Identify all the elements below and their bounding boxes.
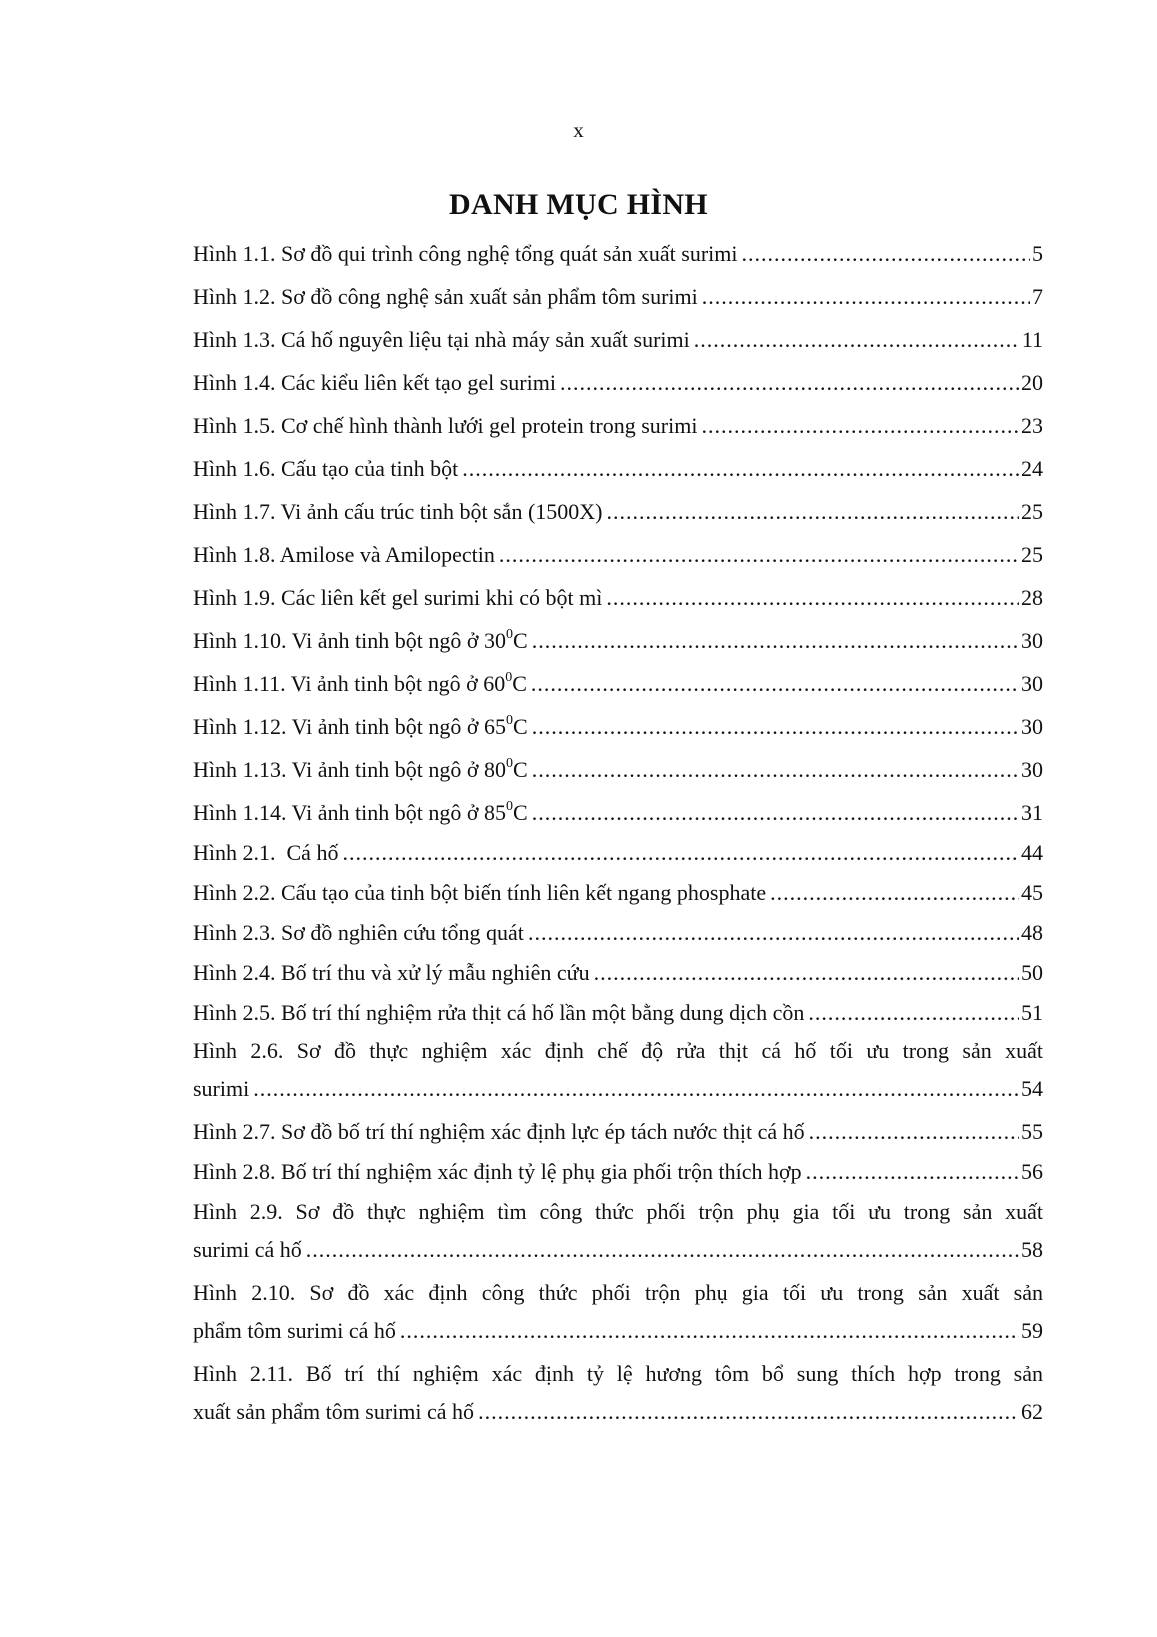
- entry-last-line: [193, 1396, 1043, 1439]
- toc-entry-2-10: [193, 1277, 1043, 1358]
- entry-page: 20: [1021, 370, 1043, 395]
- entry-page: 7: [1032, 284, 1043, 309]
- dot-leader: [808, 997, 1019, 1029]
- entry-label: Hình 1.8. Amilose và Amilopectin: [193, 539, 499, 571]
- entry-label: Hình 1.5. Cơ chế hình thành lưới gel protein trong surimi: [193, 410, 701, 442]
- entry-page: 55: [1021, 1119, 1043, 1144]
- entry-page: 30: [1021, 714, 1043, 739]
- entry-page: 25: [1021, 542, 1043, 567]
- dot-leader: [499, 539, 1019, 571]
- entry-label-line1: Hình 2.6. Sơ đồ thực nghiệm xác định chế độ rửa thịt cá hố tối ưu trong sản xuất: [193, 1038, 1043, 1063]
- dot-leader: [806, 1156, 1019, 1188]
- figure-list: [193, 238, 1043, 1439]
- entry-last-line: [193, 1315, 1043, 1358]
- entry-page: 56: [1021, 1159, 1043, 1184]
- entry-label: Hình 1.3. Cá hố nguyên liệu tại nhà máy sản xuất surimi: [193, 324, 694, 356]
- entry-label: Hình 2.5. Bố trí thí nghiệm rửa thịt cá hố lần một bằng dung dịch cồn: [193, 997, 808, 1029]
- entry-label-line1: Hình 2.9. Sơ đồ thực nghiệm tìm công thức phối trộn phụ gia tối ưu trong sản xuất: [193, 1199, 1043, 1224]
- dot-leader: [694, 324, 1020, 356]
- dot-leader: [253, 1073, 1019, 1116]
- dot-leader: [809, 1116, 1019, 1148]
- toc-entry-1-7: [193, 496, 1043, 539]
- entry-page: 31: [1021, 800, 1043, 825]
- dot-leader: [701, 410, 1019, 442]
- entry-page: 62: [1021, 1399, 1043, 1424]
- entry-label: Hình 2.2. Cấu tạo của tinh bột biến tính liên kết ngang phosphate: [193, 877, 770, 909]
- entry-page: 58: [1021, 1237, 1043, 1262]
- entry-label: Hình 1.11. Vi ảnh tinh bột ngô ở $60^0C$: [193, 668, 531, 700]
- toc-entry-2-11: [193, 1358, 1043, 1439]
- entry-page: 51: [1021, 1000, 1043, 1025]
- entry-page: 45: [1021, 880, 1043, 905]
- entry-label: Hình 2.1. Cá hố: [193, 837, 342, 869]
- entry-label: Hình 2.4. Bố trí thu và xử lý mẫu nghiên cứu: [193, 957, 594, 989]
- entry-page: 5: [1032, 241, 1043, 266]
- toc-entry-1-8: [193, 539, 1043, 582]
- dot-leader: [741, 238, 1030, 270]
- toc-entry-2-1: [193, 837, 1043, 877]
- toc-entry-1-12: [193, 711, 1043, 754]
- toc-entry-2-4: [193, 957, 1043, 997]
- entry-label: Hình 2.3. Sơ đồ nghiên cứu tổng quát: [193, 917, 528, 949]
- toc-entry-1-4: [193, 367, 1043, 410]
- dot-leader: [342, 837, 1019, 869]
- dot-leader: [606, 582, 1019, 614]
- toc-entry-1-11: [193, 668, 1043, 711]
- superscript: 0: [506, 713, 514, 728]
- toc-entry-1-1: [193, 238, 1043, 281]
- toc-entry-1-5: [193, 410, 1043, 453]
- superscript: 0: [505, 670, 513, 685]
- entry-page: 11: [1021, 327, 1043, 352]
- entry-label-line1: Hình 2.10. Sơ đồ xác định công thức phối trộn phụ gia tối ưu trong sản xuất sản: [193, 1280, 1043, 1305]
- entry-label: Hình 1.13. Vi ảnh tinh bột ngô ở $80^0C$: [193, 754, 532, 786]
- page-title: DANH MỤC HÌNH: [449, 188, 708, 221]
- toc-entry-2-5: [193, 997, 1043, 1035]
- entry-page: 59: [1021, 1318, 1043, 1343]
- entry-page: 30: [1021, 671, 1043, 696]
- entry-label: Hình 2.7. Sơ đồ bố trí thí nghiệm xác định lực ép tách nước thịt cá hố: [193, 1116, 809, 1148]
- toc-entry-1-9: [193, 582, 1043, 625]
- dot-leader: [532, 797, 1019, 829]
- page-number: x: [573, 118, 584, 142]
- toc-entry-1-14: [193, 797, 1043, 837]
- entry-label-line2: surimi cá hố: [193, 1234, 306, 1277]
- toc-entry-1-3: [193, 324, 1043, 367]
- dot-leader: [606, 496, 1019, 528]
- entry-label: Hình 2.8. Bố trí thí nghiệm xác định tỷ lệ phụ gia phối trộn thích hợp: [193, 1156, 806, 1188]
- entry-label: Hình 1.1. Sơ đồ qui trình công nghệ tổng quát sản xuất surimi: [193, 238, 741, 270]
- entry-page: 48: [1021, 920, 1043, 945]
- entry-page: 54: [1021, 1076, 1043, 1101]
- toc-entry-2-7: [193, 1116, 1043, 1156]
- toc-entry-1-10: [193, 625, 1043, 668]
- dot-leader: [594, 957, 1019, 989]
- toc-entry-2-8: [193, 1156, 1043, 1196]
- superscript: 0: [506, 799, 514, 814]
- superscript: 0: [506, 627, 514, 642]
- dot-leader: [702, 281, 1030, 313]
- entry-label: Hình 1.2. Sơ đồ công nghệ sản xuất sản phẩm tôm surimi: [193, 281, 702, 313]
- dot-leader: [306, 1234, 1019, 1277]
- entry-label-line1: Hình 2.11. Bố trí thí nghiệm xác định tỷ lệ hương tôm bổ sung thích hợp trong sản: [193, 1361, 1043, 1386]
- dot-leader: [532, 711, 1019, 743]
- entry-page: 28: [1021, 585, 1043, 610]
- entry-label: Hình 1.7. Vi ảnh cấu trúc tinh bột sắn (1500X): [193, 496, 606, 528]
- toc-entry-2-3: [193, 917, 1043, 957]
- toc-entry-2-2: [193, 877, 1043, 917]
- dot-leader: [478, 1396, 1019, 1439]
- entry-page: 30: [1021, 628, 1043, 653]
- dot-leader: [532, 754, 1019, 786]
- entry-page: 25: [1021, 499, 1043, 524]
- entry-label: Hình 1.10. Vi ảnh tinh bột ngô ở $30^0C$: [193, 625, 532, 657]
- entry-label: Hình 1.12. Vi ảnh tinh bột ngô ở $65^0C$: [193, 711, 532, 743]
- dot-leader: [770, 877, 1019, 909]
- entry-label-line2: xuất sản phẩm tôm surimi cá hố: [193, 1396, 478, 1439]
- entry-label: Hình 1.4. Các kiểu liên kết tạo gel surimi: [193, 367, 560, 399]
- entry-label-line2: surimi: [193, 1073, 253, 1116]
- entry-label: Hình 1.6. Cấu tạo của tinh bột: [193, 453, 462, 485]
- entry-page: 50: [1021, 960, 1043, 985]
- superscript: 0: [506, 756, 514, 771]
- entry-label: Hình 1.14. Vi ảnh tinh bột ngô ở $85^0C$: [193, 797, 532, 829]
- entry-page: 44: [1021, 840, 1043, 865]
- dot-leader: [532, 625, 1019, 657]
- toc-entry-2-6: [193, 1035, 1043, 1116]
- toc-entry-1-13: [193, 754, 1043, 797]
- toc-entry-1-2: [193, 281, 1043, 324]
- dot-leader: [462, 453, 1019, 485]
- entry-last-line: [193, 1234, 1043, 1277]
- entry-page: 24: [1021, 456, 1043, 481]
- dot-leader: [528, 917, 1019, 949]
- dot-leader: [560, 367, 1019, 399]
- entry-last-line: [193, 1073, 1043, 1116]
- entry-label: Hình 1.9. Các liên kết gel surimi khi có bột mì: [193, 582, 606, 614]
- entry-page: 30: [1021, 757, 1043, 782]
- entry-page: 23: [1021, 413, 1043, 438]
- toc-entry-1-6: [193, 453, 1043, 496]
- entry-label-line2: phẩm tôm surimi cá hố: [193, 1315, 400, 1358]
- dot-leader: [531, 668, 1019, 700]
- dot-leader: [400, 1315, 1019, 1358]
- toc-entry-2-9: [193, 1196, 1043, 1277]
